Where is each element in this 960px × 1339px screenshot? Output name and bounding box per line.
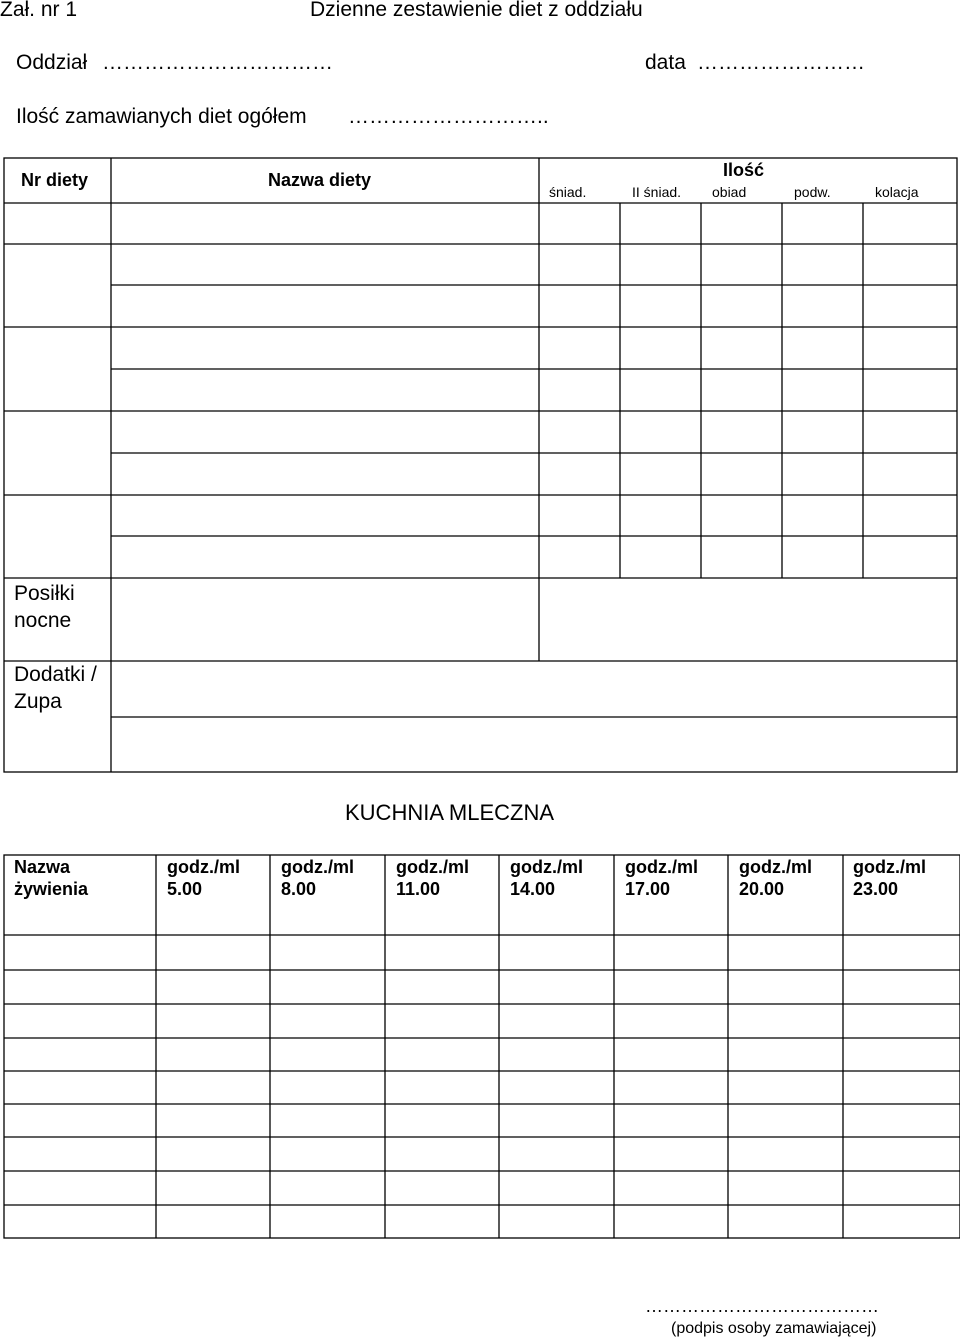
milk-col-time: godz./ml 20.00 <box>739 857 812 899</box>
date-label: data <box>645 51 686 74</box>
milk-col-time: godz./ml 14.00 <box>510 857 583 899</box>
total-diets-label: Ilość zamawianych diet ogółem <box>16 105 307 128</box>
date-field[interactable]: …………………… <box>697 51 865 74</box>
total-diets-field[interactable]: ……………………….. <box>348 105 549 128</box>
page-title: Dzienne zestawienie diet z oddziału <box>310 0 643 21</box>
meal-podw: podw. <box>794 184 831 200</box>
ward-field[interactable]: …………………………… <box>102 51 333 74</box>
milk-col-time: godz./ml 5.00 <box>167 857 240 899</box>
signature-line[interactable]: ………………………………… <box>645 1296 879 1316</box>
milk-col-nazwa: Nazwa żywienia <box>14 857 89 899</box>
ward-label: Oddział <box>16 51 88 74</box>
meal-obiad: obiad <box>712 184 747 200</box>
col-ilosc: Ilość <box>723 160 765 180</box>
meal-kolacja: kolacja <box>875 184 919 200</box>
milk-kitchen-title: KUCHNIA MLECZNA <box>345 800 555 825</box>
meal-ii-sniad: II śniad. <box>632 184 682 200</box>
extras-label: Dodatki / Zupa <box>14 663 97 713</box>
milk-col-time: godz./ml 23.00 <box>853 857 926 899</box>
meal-sniad: śniad. <box>549 184 587 200</box>
col-nr-diety: Nr diety <box>21 170 89 190</box>
signature-caption: (podpis osoby zamawiającej) <box>671 1320 877 1337</box>
milk-col-time: godz./ml 8.00 <box>281 857 354 899</box>
milk-col-time: godz./ml 11.00 <box>396 857 469 899</box>
col-nazwa-diety: Nazwa diety <box>268 170 372 190</box>
night-meals-label: Posiłki nocne <box>14 582 75 632</box>
milk-col-time: godz./ml 17.00 <box>625 857 698 899</box>
milk-table-grid <box>4 855 960 1238</box>
attachment-label: Zał. nr 1 <box>0 0 78 21</box>
